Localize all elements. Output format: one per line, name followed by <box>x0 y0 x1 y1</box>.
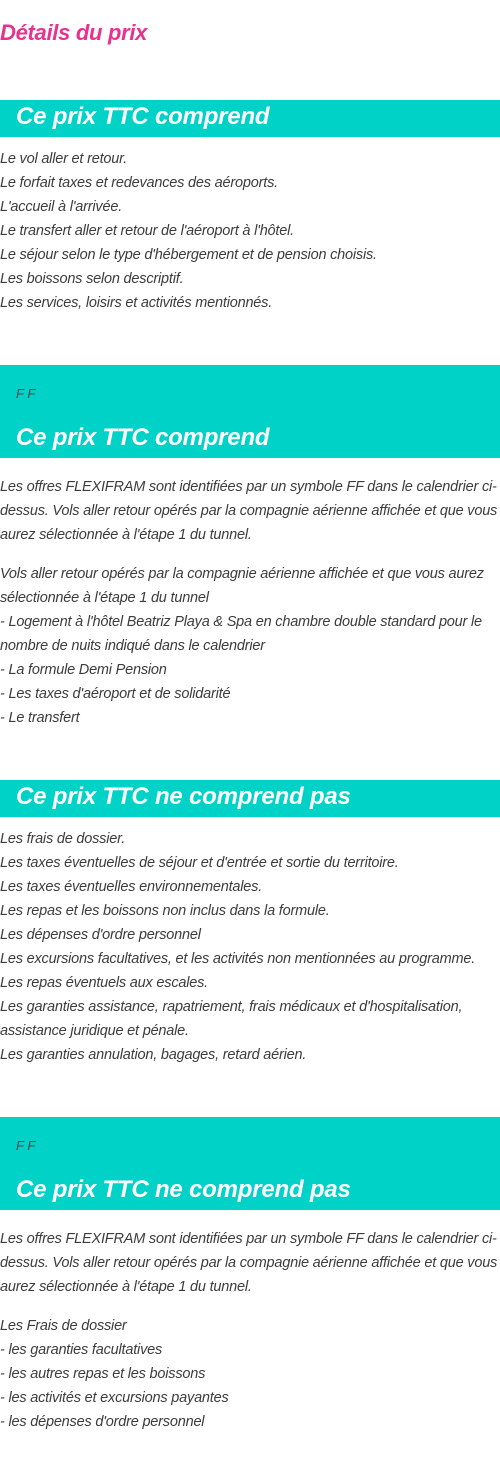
list-item: Les frais de dossier. <box>0 831 126 847</box>
flexifram-intro: Les offres FLEXIFRAM sont identifiées par un symbole FF dans le calendrier ci-dessus. Vols aller retour opérés par la compagnie aérienne affichée et que vous aurez sélectionnée à l'étape 1 du tunnel. <box>0 1231 498 1295</box>
list-item: Le transfert aller et retour de l'aéroport à l'hôtel. <box>0 223 294 239</box>
list-item: - les activités et excursions payantes <box>0 1390 229 1406</box>
list-item: L'accueil à l'arrivée. <box>0 199 123 215</box>
list-item: Les repas et les boissons non inclus dans la formule. <box>0 903 330 919</box>
list-item: Le vol aller et retour. <box>0 151 128 167</box>
ff-includes-details <box>0 562 498 730</box>
list-item: Les taxes éventuelles de séjour et d'entrée et sortie du territoire. <box>0 855 399 871</box>
list-item: Vols aller retour opérés par la compagnie aérienne affichée et que vous aurez sélectionnée à l'étape 1 du tunnel <box>0 566 484 606</box>
section-title: Ce prix TTC comprend <box>16 103 270 130</box>
list-item: - les dépenses d'ordre personnel <box>0 1414 205 1430</box>
flexifram-tag: F F <box>16 1138 36 1153</box>
list-item: Les taxes éventuelles environnementales. <box>0 879 263 895</box>
section-header-ff-includes <box>0 365 500 458</box>
list-item: - Les taxes d'aéroport et de solidarité <box>0 686 231 702</box>
list-item: Les services, loisirs et activités mentionnés. <box>0 295 273 311</box>
list-item: Le forfait taxes et redevances des aéroports. <box>0 175 278 191</box>
ff-excludes-details <box>0 1314 498 1434</box>
excludes-list <box>0 827 498 1067</box>
list-item: - les garanties facultatives <box>0 1342 163 1358</box>
list-item: Les Frais de dossier <box>0 1318 127 1334</box>
list-item: - Le transfert <box>0 710 80 726</box>
list-item: Les repas éventuels aux escales. <box>0 975 209 991</box>
section-title: Ce prix TTC ne comprend pas <box>16 783 351 810</box>
list-item: Les dépenses d'ordre personnel <box>0 927 201 943</box>
flexifram-tag: F F <box>16 386 36 401</box>
includes-list <box>0 147 498 315</box>
list-item: Les excursions facultatives, et les activités non mentionnées au programme. <box>0 951 476 967</box>
section-header-includes <box>0 100 500 137</box>
section-title: Ce prix TTC ne comprend pas <box>16 1176 351 1203</box>
list-item: - les autres repas et les boissons <box>0 1366 206 1382</box>
page-title: Détails du prix <box>0 20 148 45</box>
list-item: - La formule Demi Pension <box>0 662 167 678</box>
list-item: Les garanties assistance, rapatriement, frais médicaux et d'hospitalisation, assistance juridique et pénale. <box>0 999 463 1039</box>
section-header-excludes <box>0 780 500 817</box>
list-item: Le séjour selon le type d'hébergement et de pension choisis. <box>0 247 377 263</box>
list-item: - Logement à l'hôtel Beatriz Playa & Spa en chambre double standard pour le nombre de nuits indiqué dans le calendrier <box>0 614 482 654</box>
list-item: Les boissons selon descriptif. <box>0 271 184 287</box>
section-title: Ce prix TTC comprend <box>16 424 270 451</box>
section-header-ff-excludes <box>0 1117 500 1210</box>
list-item: Les garanties annulation, bagages, retard aérien. <box>0 1047 307 1063</box>
flexifram-intro: Les offres FLEXIFRAM sont identifiées par un symbole FF dans le calendrier ci-dessus. Vols aller retour opérés par la compagnie aérienne affichée et que vous aurez sélectionnée à l'étape 1 du tunnel. <box>0 479 498 543</box>
